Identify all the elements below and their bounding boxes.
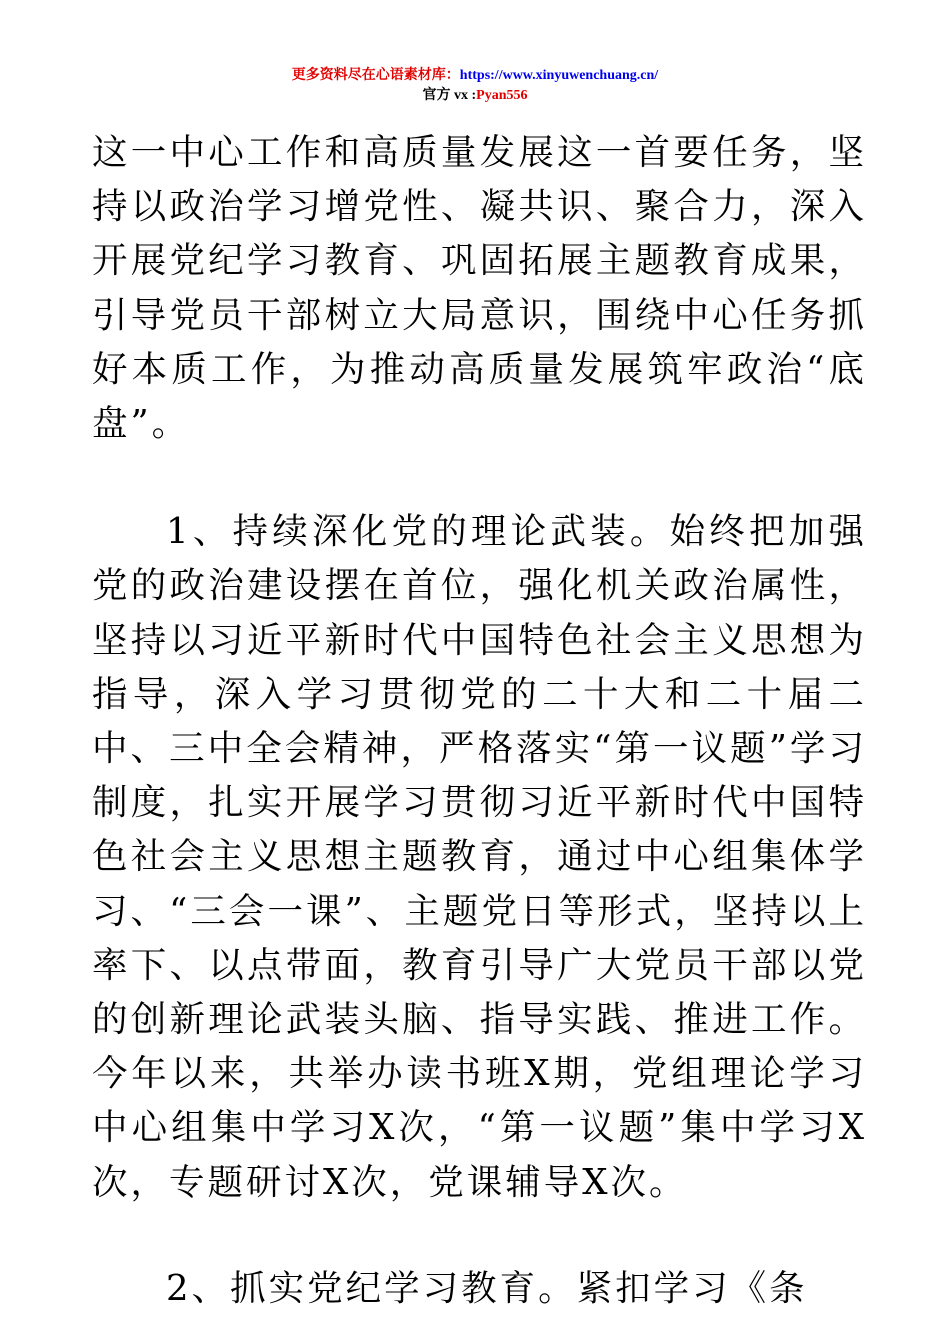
header-source-link[interactable]: https://www.xinyuwenchuang.cn/ [459, 68, 659, 83]
document-header [0, 66, 950, 106]
header-source-line [0, 66, 950, 86]
header-official-id: Pyan556 [476, 88, 528, 103]
paragraph-intro: 这一中心工作和高质量发展这一首要任务，坚持以政治学习增党性、凝共识、聚合力，深入开展党纪学习教育、巩固拓展主题教育成果，引导党员干部树立大局意识，围绕中心任务抓好本质工作，为推动高质量发展筑牢政治“底盘”。 [92, 132, 867, 445]
paragraph-spacer [92, 1210, 867, 1262]
header-source-label: 更多资料尽在心语素材库： [291, 68, 460, 83]
paragraph-spacer [92, 451, 867, 505]
document-body [92, 126, 867, 1316]
paragraph-discipline-education: 2、抓实党纪学习教育。紧扣学习《条 [166, 1267, 808, 1309]
header-official-line [0, 86, 950, 106]
paragraph-theory-armament: 1、持续深化党的理论武装。始终把加强党的政治建设摆在首位，强化机关政治属性，坚持以习近平新时代中国特色社会主义思想为指导，深入学习贯彻党的二十大和二十届二中、三中全会精神，严格落实“第一议题”学习制度，扎实开展学习贯彻习近平新时代中国特色社会主义思想主题教育，通过中心组集体学习、“三会一课”、主题党日等形式，坚持以上率下、以点带面，教育引导广大党员干部以党的创新理论武装头脑、指导实践、推进工作。今年以来，共举办读书班X期，党组理论学习中心组集中学习X次，“第一议题”集中学习X次，专题研讨X次，党课辅导X次。 [92, 511, 867, 1203]
header-official-label: 官方 vx : [422, 88, 477, 103]
